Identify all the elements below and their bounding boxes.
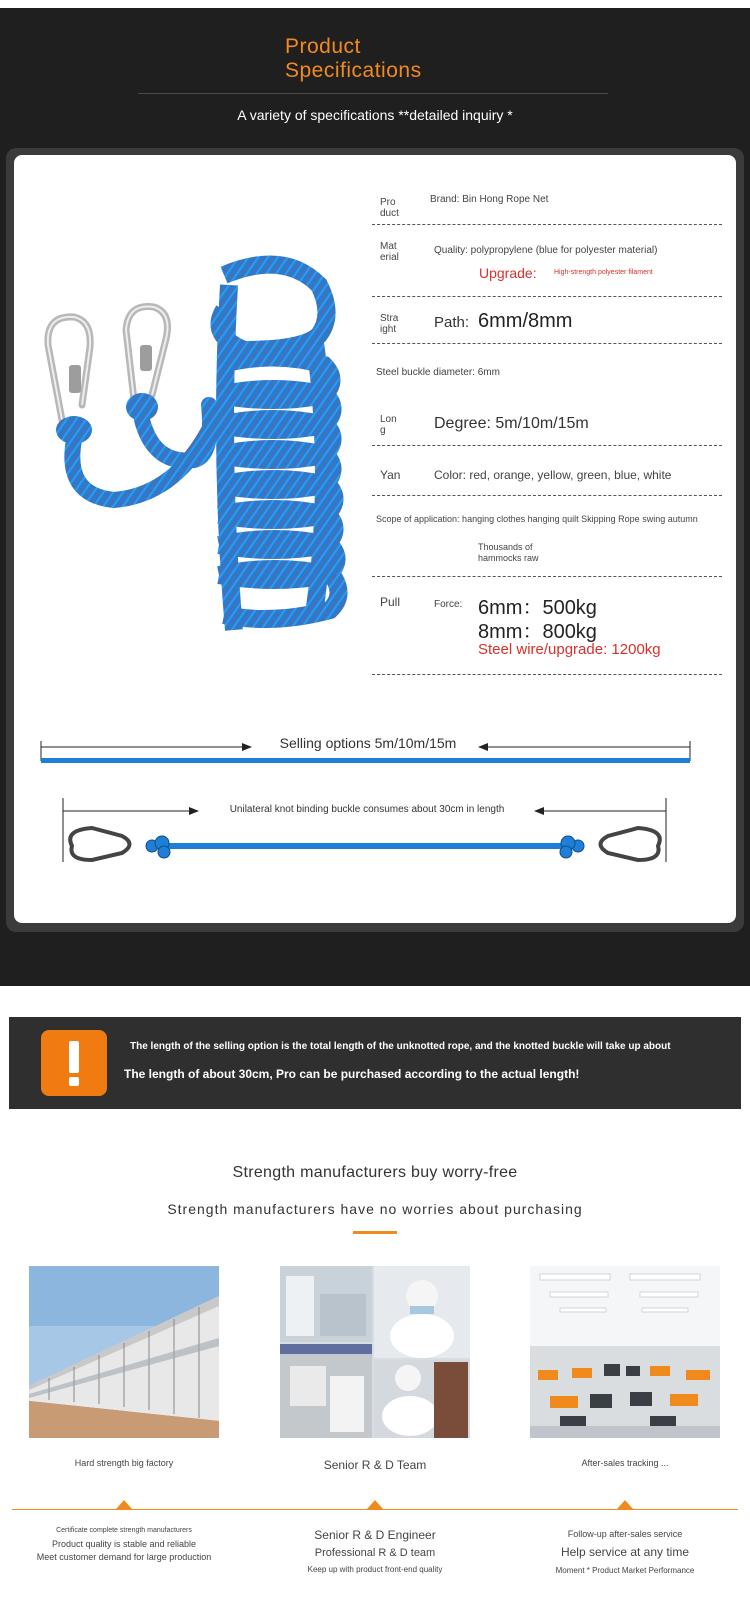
column-line: Keep up with product front-end quality [307, 1564, 443, 1574]
notice-banner [9, 1017, 741, 1109]
caption-after-sales: After-sales tracking ... [581, 1458, 669, 1468]
rd-team-photo [280, 1266, 470, 1438]
column-factory [24, 1527, 224, 1563]
title-line-1: Product [285, 35, 361, 58]
column-line: Meet customer demand for large production [36, 1552, 212, 1562]
spec-table [372, 185, 722, 675]
rope-with-carabiners-image [34, 255, 354, 655]
timeline-marker-3 [617, 1500, 633, 1509]
knot-note-text: Unilateral knot binding buckle consumes about 30cm in length [229, 804, 505, 815]
quality-text: Quality: polypropylene (blue for polyester material) [434, 245, 658, 256]
steel-buckle-text: Steel buckle diameter: 6mm [376, 367, 500, 378]
path-value: 6mm/8mm [478, 310, 573, 332]
selling-options-bar [40, 733, 692, 767]
upgrade-value: High-strength polyester filament [554, 269, 653, 276]
column-line: Product quality is stable and reliable [51, 1538, 197, 1549]
section-subtitle: A variety of specifications **detailed inquiry * [237, 107, 513, 123]
timeline-marker-2 [367, 1500, 383, 1509]
section-title [285, 35, 422, 83]
scope-text: Scope of application: hanging clothes hanging quilt Skipping Rope swing autumn [376, 514, 698, 524]
column-after-sales [525, 1527, 725, 1576]
spec-row-path [372, 297, 722, 344]
scope-cont-text: Thousands of hammocks raw [478, 542, 539, 563]
spec-label-product: Pro duct [380, 197, 399, 219]
spec-row-brand [372, 185, 722, 225]
column-line: Senior R & D Engineer [314, 1528, 436, 1542]
column-line: Follow-up after-sales service [567, 1529, 683, 1539]
column-line: Certificate complete strength manufacturers [56, 1527, 192, 1534]
factory-photo [29, 1266, 219, 1438]
spec-label-long: Lon g [380, 414, 397, 436]
force-8mm: 8mm：800kg [478, 621, 597, 643]
spec-label-pull: Pull [380, 595, 401, 609]
carabiner-right-icon [126, 306, 168, 400]
notice-line-2: The length of about 30cm, Pro can be purchased according to the actual length! [124, 1067, 580, 1081]
spec-row-color [372, 446, 722, 496]
column-line: Help service at any time [560, 1545, 690, 1560]
degree-text: Degree: 5m/10m/15m [434, 415, 589, 432]
spec-row-steel-buckle [372, 344, 722, 382]
spec-row-scope [372, 496, 722, 577]
caption-rd-team: Senior R & D Team [323, 1458, 427, 1472]
notice-line-1: The length of the selling option is the total length of the unknotted rope, and the knotted buckle will take up about [130, 1041, 671, 1052]
selling-options-text: Selling options 5m/10m/15m [262, 735, 474, 751]
color-text: Color: red, orange, yellow, green, blue, white [434, 468, 672, 482]
spec-row-length [372, 382, 722, 446]
column-line: Moment * Product Market Performance [555, 1566, 695, 1576]
force-6mm: 6mm：500kg [478, 597, 597, 619]
spec-card [14, 155, 736, 923]
path-label: Path: [434, 314, 470, 331]
upgrade-label: Upgrade: [479, 265, 537, 281]
strength-divider [353, 1231, 397, 1234]
spec-row-material [372, 225, 722, 297]
force-upgrade: Steel wire/upgrade: 1200kg [478, 641, 661, 658]
carabiner-left-icon [70, 828, 170, 860]
warning-icon [41, 1030, 107, 1096]
timeline-line [12, 1509, 738, 1510]
carabiner-right-icon [560, 828, 660, 860]
column-rd [275, 1527, 475, 1575]
title-divider [138, 93, 608, 94]
spec-label-material: Mat erial [380, 241, 399, 263]
title-line-2: Specifications [285, 59, 422, 82]
spec-label-yan: Yan [380, 468, 401, 482]
spec-label-straight: Stra ight [380, 313, 399, 335]
column-line: Professional R & D team [314, 1547, 436, 1559]
strength-subtitle: Strength manufacturers have no worries about purchasing [167, 1201, 583, 1217]
force-label: Force: [434, 599, 463, 610]
timeline-marker-1 [116, 1500, 132, 1509]
spec-row-force [372, 577, 722, 675]
after-sales-office-photo [530, 1266, 720, 1438]
knot-consumption-diagram [62, 798, 670, 864]
brand-text: Brand: Bin Hong Rope Net [430, 194, 549, 205]
strength-title: Strength manufacturers buy worry-free [232, 1164, 518, 1181]
carabiner-left-icon [48, 317, 90, 420]
caption-factory: Hard strength big factory [74, 1458, 174, 1468]
